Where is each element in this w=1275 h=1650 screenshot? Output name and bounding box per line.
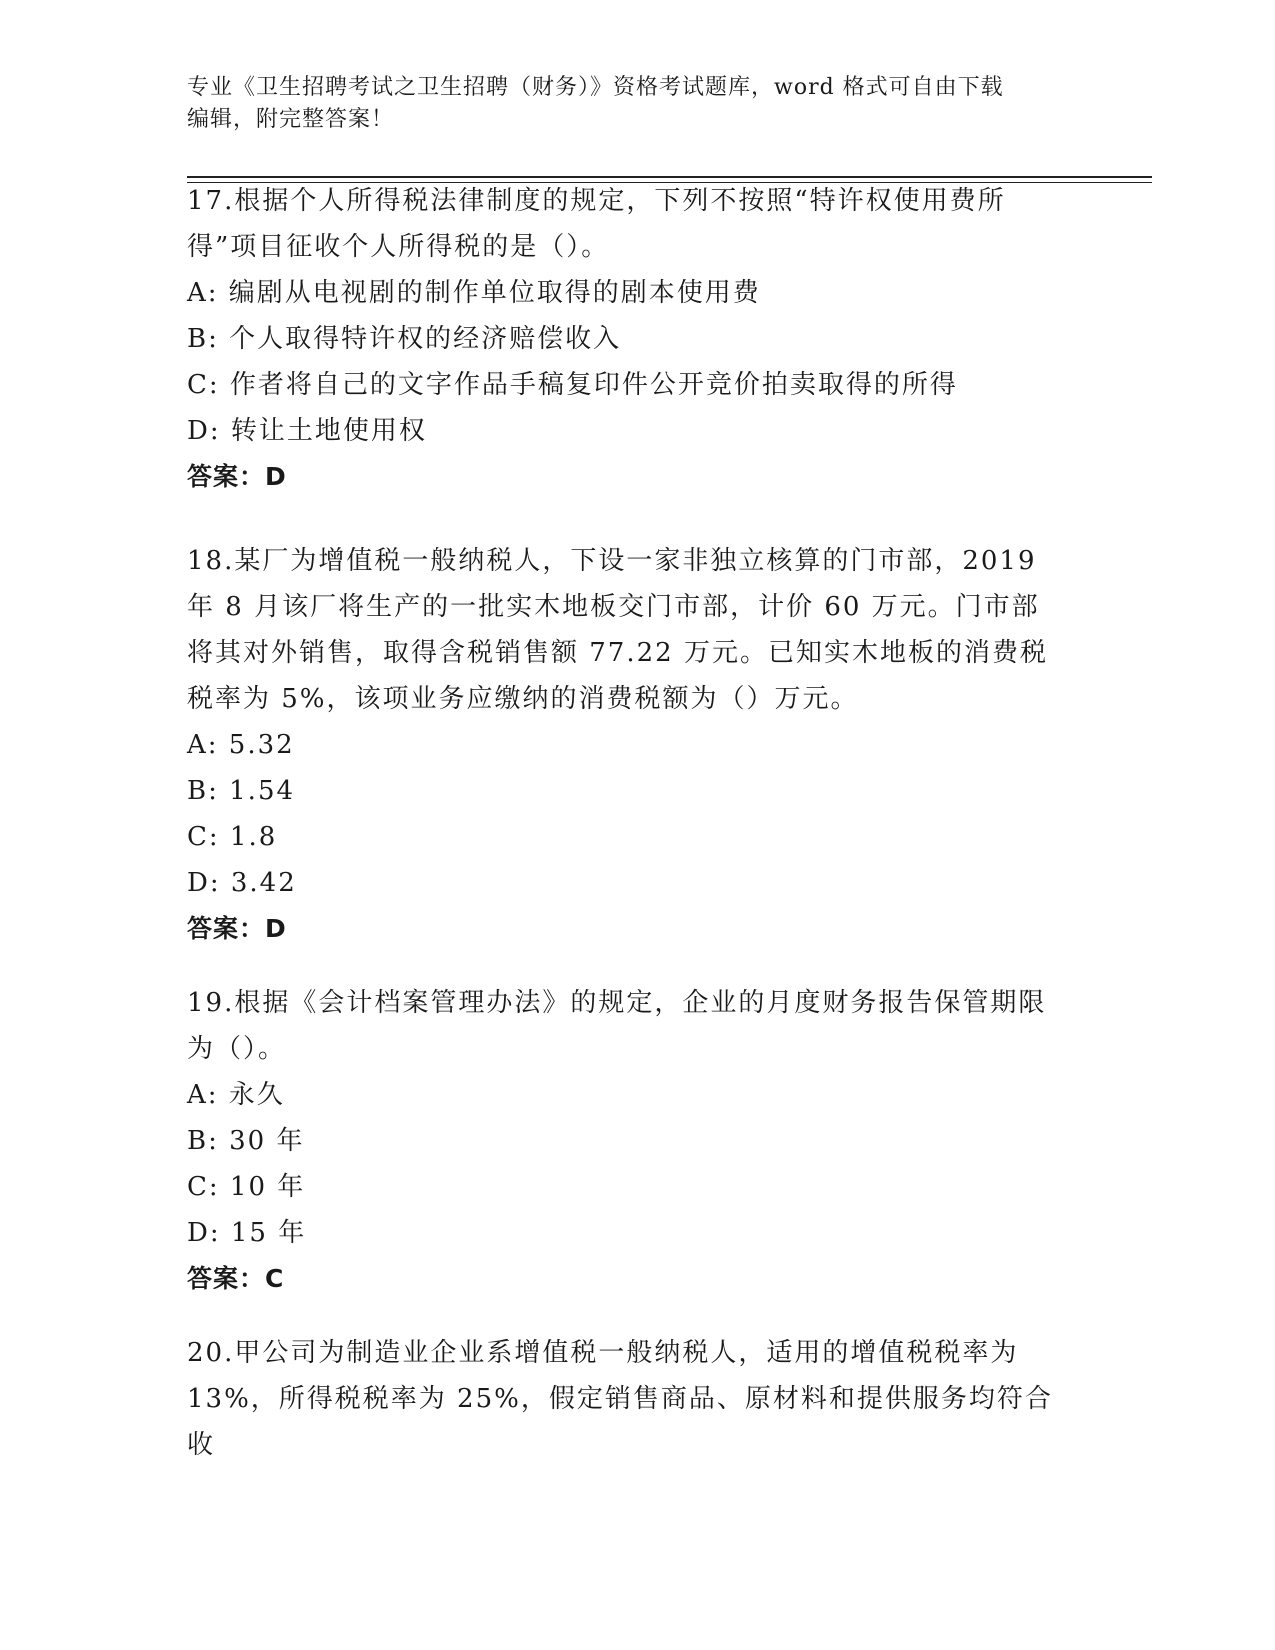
header-line-1: 专业《卫生招聘考试之卫生招聘（财务）》资格考试题库，word 格式可自由下载 xyxy=(187,75,1004,100)
option-b: B: 1.54 xyxy=(187,776,296,806)
question-19 xyxy=(187,980,1067,1302)
question-17 xyxy=(187,178,1067,500)
option-b: B: 个人取得特许权的经济赔偿收入 xyxy=(187,324,622,354)
option-d: D: 3.42 xyxy=(187,868,297,898)
answer-label: 答案：D xyxy=(187,914,287,943)
option-c: C: 10 年 xyxy=(187,1172,306,1202)
option-c: C: 1.8 xyxy=(187,822,278,852)
document-header xyxy=(187,72,1067,136)
option-b: B: 30 年 xyxy=(187,1126,305,1156)
question-stem: 20.甲公司为制造业企业系增值税一般纳税人，适用的增值税税率为 13%，所得税税率为 25%，假定销售商品、原材料和提供服务均符合收 xyxy=(187,1338,1053,1460)
option-a: A: 永久 xyxy=(187,1080,285,1110)
question-20 xyxy=(187,1330,1067,1468)
option-a: A: 编剧从电视剧的制作单位取得的剧本使用费 xyxy=(187,278,761,308)
option-d: D: 转让土地使用权 xyxy=(187,416,427,446)
option-c: C: 作者将自己的文字作品手稿复印件公开竞价拍卖取得的所得 xyxy=(187,370,958,400)
question-18 xyxy=(187,538,1067,952)
question-stem: 18.某厂为增值税一般纳税人，下设一家非独立核算的门市部，2019 年 8 月该厂将生产的一批实木地板交门市部，计价 60 万元。门市部将其对外销售，取得含税销售额 77.22 万元。已知实木地板的消费税税率为 5%，该项业务应缴纳的消费税额为（）万元。 xyxy=(187,546,1048,714)
answer-label: 答案：C xyxy=(187,1264,285,1293)
question-stem: 17.根据个人所得税法律制度的规定，下列不按照“特许权使用费所得”项目征收个人所得税的是（）。 xyxy=(187,186,1006,262)
header-line-2: 编辑，附完整答案！ xyxy=(187,107,395,132)
answer-label: 答案：D xyxy=(187,462,287,491)
question-stem: 19.根据《会计档案管理办法》的规定，企业的月度财务报告保管期限为（）。 xyxy=(187,988,1047,1064)
option-a: A: 5.32 xyxy=(187,730,295,760)
option-d: D: 15 年 xyxy=(187,1218,307,1248)
